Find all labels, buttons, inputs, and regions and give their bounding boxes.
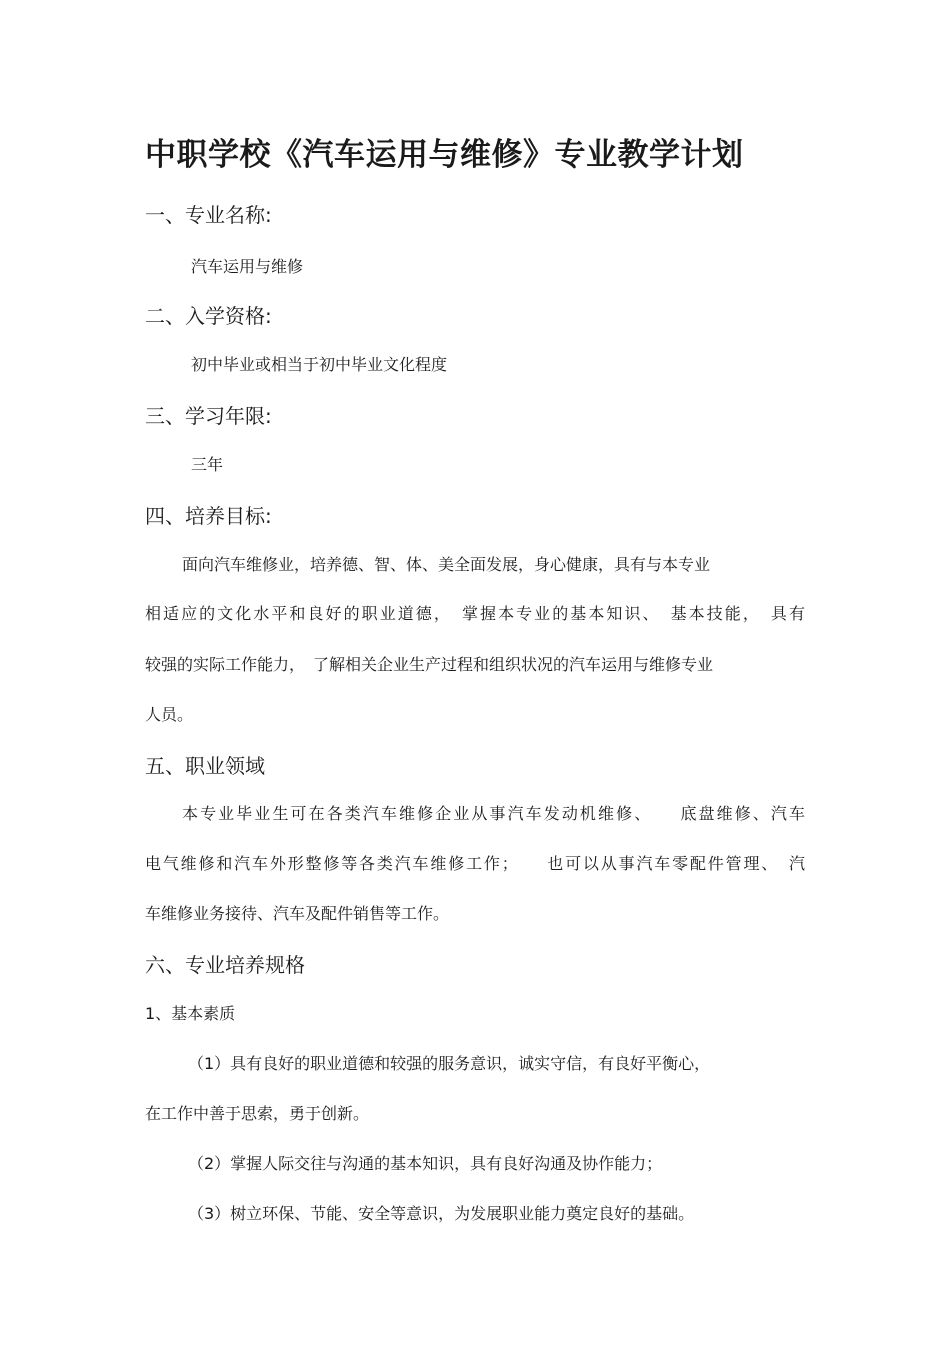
list-item: （3）树立环保、节能、安全等意识，为发展职业能力奠定良好的基础。 <box>188 1204 695 1223</box>
paragraph-line: 相适应的文化水平和良好的职业道德， 掌握本专业的基本知识、 基本技能， 具有 <box>145 604 805 623</box>
paragraph-line: 本专业毕业生可在各类汽车维修企业从事汽车发动机维修、 底盘维修、汽车 <box>182 804 805 823</box>
section-heading-objectives: 四、培养目标: <box>145 504 272 528</box>
section-heading-admission: 二、入学资格: <box>145 304 272 328</box>
paragraph-line: 电气维修和汽车外形整修等各类汽车维修工作； 也可以从事汽车零配件管理、 汽 <box>145 854 805 873</box>
list-item: （1）具有良好的职业道德和较强的服务意识，诚实守信，有良好平衡心， <box>188 1054 711 1073</box>
section-content-major-name: 汽车运用与维修 <box>191 257 304 276</box>
section-heading-training-specs: 六、专业培养规格 <box>145 953 305 977</box>
section-heading-career-fields: 五、职业领域 <box>145 754 265 778</box>
page-title: 中职学校《汽车运用与维修》专业教学计划 <box>145 137 744 173</box>
paragraph-line: 车维修业务接待、汽车及配件销售等工作。 <box>145 904 450 923</box>
section-heading-major-name: 一、专业名称: <box>145 203 272 227</box>
subsection-heading-basic-quality: 1、基本素质 <box>145 1004 236 1023</box>
list-item-continuation: 在工作中善于思索，勇于创新。 <box>145 1104 370 1123</box>
paragraph-line: 较强的实际工作能力， 了解相关企业生产过程和组织状况的汽车运用与维修专业 <box>145 655 714 674</box>
section-heading-duration: 三、学习年限: <box>145 404 272 428</box>
paragraph-line: 人员。 <box>145 705 194 724</box>
section-content-duration: 三年 <box>191 455 224 474</box>
paragraph-line: 面向汽车维修业，培养德、智、体、美全面发展，身心健康，具有与本专业 <box>182 555 711 574</box>
list-item: （2）掌握人际交往与沟通的基本知识，具有良好沟通及协作能力； <box>188 1154 663 1173</box>
section-content-admission: 初中毕业或相当于初中毕业文化程度 <box>191 355 448 374</box>
